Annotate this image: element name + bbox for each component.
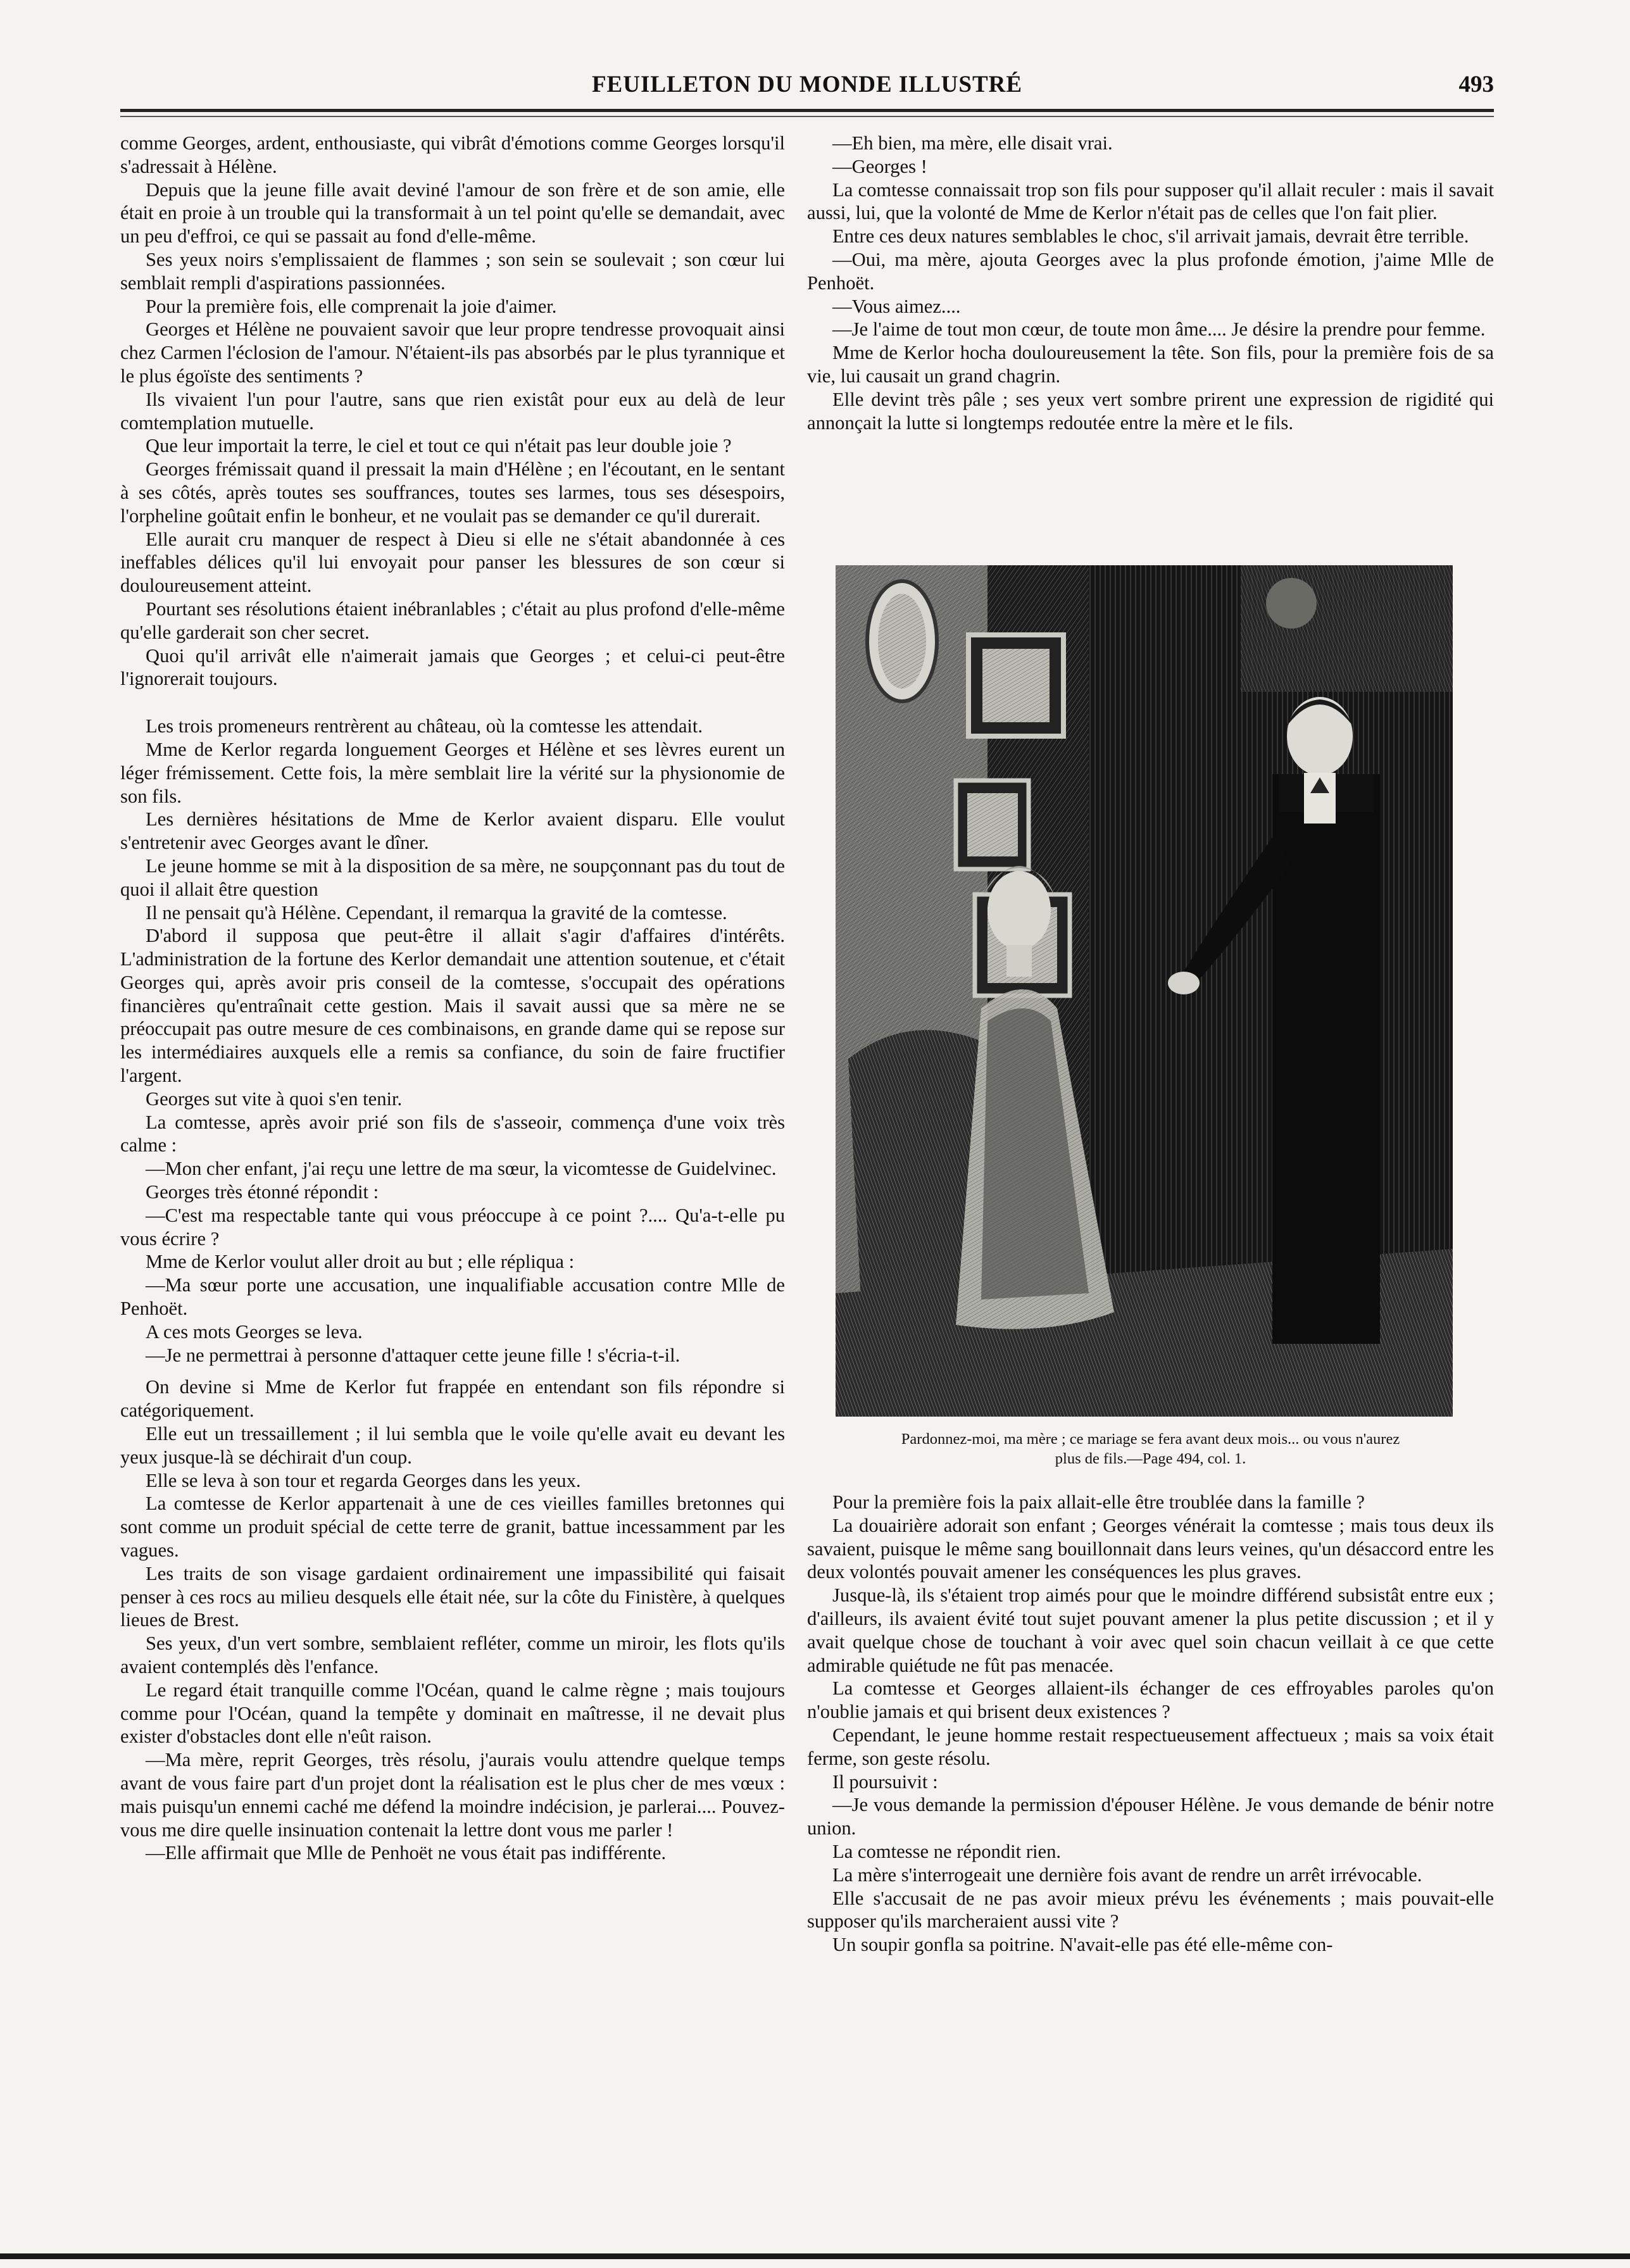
paragraph: La comtesse, après avoir prié son fils de s'asseoir, commença d'une voix très calme : [120,1111,785,1156]
paragraph: Mme de Kerlor voulut aller droit au but ; elle répliqua : [146,1251,575,1273]
paragraph: La mère s'interrogeait une dernière fois avant de rendre un arrêt irrévocable. [832,1864,1422,1886]
paragraph: —C'est ma respectable tante qui vous préoccupe à ce point ?.... Qu'a-t-elle pu vous écrire ? [120,1204,785,1250]
paragraph: Le jeune homme se mit à la disposition de sa mère, ne soupçonnant pas du tout de quoi il allait être question [120,855,785,900]
paragraph: Ses yeux, d'un vert sombre, semblaient refléter, comme un miroir, les flots qu'ils avaient contemplés dès l'enfance. [120,1632,785,1677]
paragraph: —Eh bien, ma mère, elle disait vrai. [832,132,1113,154]
paragraph: Elle aurait cru manquer de respect à Dieu si elle ne s'était abandonnée à ces ineffables délices qu'il lui envoyait pour panser les blessures de son cœur si douloureusement atteint. [120,528,785,597]
paragraph: Pour la première fois la paix allait-elle être troublée dans la famille ? [832,1491,1365,1513]
page-header [120,71,1494,104]
paragraph: Elle se leva à son tour et regarda Georges dans les yeux. [146,1469,581,1491]
paragraph: Georges et Hélène ne pouvaient savoir que leur propre tendresse provoquait ainsi chez Carmen l'éclosion de l'amour. N'étaient-ils pas absorbés par le plus tyrannique et le plus égoïste des sentiments ? [120,318,785,387]
paragraph: D'abord il supposa que peut-être il allait s'agir d'affaires d'intérêts. L'administration de la fortune des Kerlor demandait une attention soutenue, et c'était Georges qui, après avoir pris conseil de la comtesse, s'occupait des opérations financières qu'entraînait cette gestion. Mais il savait aussi que sa mère ne se préoccupait pas outre mesure de ces combinaisons, en grande dame qui se repose sur les intermédiaires auxquels elle a remis sa confiance, du soin de faire fructifier l'argent. [120,925,785,1087]
paragraph: La comtesse de Kerlor appartenait à une de ces vieilles familles bretonnes qui sont comme un produit spécial de cette terre de granit, battue incessamment par les vagues. [120,1493,785,1562]
right-column-top [807,132,1494,527]
paragraph: Ils vivaient l'un pour l'autre, sans que rien existât pour eux au delà de leur comtemplation mutuelle. [120,388,785,434]
paragraph: Depuis que la jeune fille avait deviné l'amour de son frère et de son amie, elle était en proie à un trouble qui la transformait à un tel point qu'elle se demandait, avec un peu d'effroi, ce qui se passait au fond d'elle-même. [120,179,785,247]
paragraph: —Oui, ma mère, ajouta Georges avec la plus profonde émotion, j'aime Mlle de Penhoët. [807,248,1494,294]
paragraph: Cependant, le jeune homme restait respectueusement affectueux ; mais sa voix était ferme, son geste résolu. [807,1724,1494,1769]
header-rule-thin [120,116,1494,117]
paragraph: —Ma mère, reprit Georges, très résolu, j'aurais voulu attendre quelque temps avant de vous faire part d'un projet dont la réalisation est le plus cher de mes vœux : mais puisqu'un ennemi caché me défend la moindre indécision, je parlerai.... Pouvez-vous me dire quelle insinuation contenait la lettre dont vous me parler ! [120,1749,785,1841]
engraving-illustration-icon [836,565,1453,1417]
paragraph: La comtesse ne répondit rien. [832,1840,1062,1862]
paragraph: Les trois promeneurs rentrèrent au château, où la comtesse les attendait. [146,715,703,737]
paragraph: Georges très étonné répondit : [146,1181,379,1203]
paragraph: Elle devint très pâle ; ses yeux vert sombre prirent une expression de rigidité qui annonçait la lutte si longtemps redoutée entre la mère et le fils. [807,388,1494,434]
page-number: 493 [1458,72,1494,97]
paragraph: Il ne pensait qu'à Hélène. Cependant, il remarqua la gravité de la comtesse. [146,901,727,924]
paragraph: Un soupir gonfla sa poitrine. N'avait-elle pas été elle-même con- [832,1934,1333,1956]
left-column [120,132,785,2170]
paragraph: Georges sut vite à quoi s'en tenir. [146,1087,403,1110]
paragraph: —Elle affirmait que Mlle de Penhoët ne vous était pas indifférente. [146,1842,667,1864]
paragraph: Quoi qu'il arrivât elle n'aimerait jamais que Georges ; et celui-ci peut-être l'ignorerait toujours. [120,644,785,690]
paragraph: Les dernières hésitations de Mme de Kerlor avaient disparu. Elle voulut s'entretenir avec Georges avant le dîner. [120,808,785,854]
paragraph: La douairière adorait son enfant ; Georges vénérait la comtesse ; mais tous deux ils savaient, puisque le même sang bouillonnait dans leurs veines, qu'un désaccord entre les deux volontés pouvait amener les conséquences les plus graves. [807,1514,1494,1583]
paragraph: comme Georges, ardent, enthousiaste, qui vibrât d'émotions comme Georges lorsqu'il s'adressait à Hélène. [120,132,785,177]
paragraph: Que leur importait la terre, le ciel et tout ce qui n'était pas leur double joie ? [146,435,732,457]
footer-rule [0,2253,1630,2259]
right-column-bottom [807,1491,1494,2174]
header-rule [120,109,1494,112]
paragraph: —Je l'aime de tout mon cœur, de toute mon âme.... Je désire la prendre pour femme. [832,318,1486,341]
paragraph: —Vous aimez.... [832,295,961,317]
paragraph: —Mon cher enfant, j'ai reçu une lettre de ma sœur, la vicomtesse de Guidelvinec. [146,1158,777,1180]
paragraph: —Je vous demande la permission d'épouser Hélène. Je vous demande de bénir notre union. [807,1794,1494,1839]
paragraph: Pour la première fois, elle comprenait la joie d'aimer. [146,295,557,317]
paragraph: Le regard était tranquille comme l'Océan, quand le calme règne ; mais toujours comme pour l'Océan, quand la tempête y dominait en maîtresse, il ne devait plus exister d'obstacles dont elle n'eût raison. [120,1679,785,1748]
paragraph: Mme de Kerlor hocha douloureusement la tête. Son fils, pour la première fois de sa vie, lui causait un grand chagrin. [807,342,1494,387]
engraving-scene [836,565,1453,1417]
paragraph: Elle s'accusait de ne pas avoir mieux prévu les événements ; mais pouvait-elle supposer qu'ils marcheraient aussi vite ? [807,1887,1494,1933]
paragraph: —Ma sœur porte une accusation, une inqualifiable accusation contre Mlle de Penhoët. [120,1274,785,1320]
header-title: FEUILLETON DU MONDE ILLUSTRÉ [591,72,1023,97]
paragraph: A ces mots Georges se leva. [146,1320,363,1343]
paragraph: Jusque-là, ils s'étaient trop aimés pour que le moindre différend subsistât entre eux ; d'ailleurs, ils avaient évité tout sujet pouvant amener la plus petite discussion ; et il y avait quelque chose de touchant à voir avec quel soin chacun veillait à ce que cette admirable quiétude ne fût pas menacée. [807,1584,1494,1676]
paragraph: Georges frémissait quand il pressait la main d'Hélène ; en l'écoutant, en le sentant à ses côtés, après toutes ses souffrances, toutes ses larmes, tous ses désespoirs, l'orpheline goûtait enfin le bonheur, et ne voulait pas se demander ce qu'il durerait. [120,458,785,527]
illustration-caption [807,1429,1494,1469]
caption-line: Pardonnez-moi, ma mère ; ce mariage se fera avant deux mois... ou vous n'aurez [901,1431,1400,1448]
paragraph: Entre ces deux natures semblables le choc, s'il arrivait jamais, devrait être terrible. [832,225,1469,247]
paragraph: —Je ne permettrai à personne d'attaquer cette jeune fille ! s'écria-t-il. [146,1344,680,1366]
paragraph: La comtesse connaissait trop son fils pour supposer qu'il allait reculer : mais il savait aussi, lui, que la volonté de Mme de Kerlor n'était pas de celles que l'on fait plier. [807,179,1494,224]
paragraph: Les traits de son visage gardaient ordinairement une impassibilité qui faisait penser à ces rocs au milieu desquels elle était née, sur la côte du Finistère, à quelques lieues de Brest. [120,1562,785,1631]
paragraph: Ses yeux noirs s'emplissaient de flammes ; son sein se soulevait ; son cœur lui semblait rempli d'aspirations passionnées. [120,248,785,294]
paragraph: Pourtant ses résolutions étaient inébranlables ; c'était au plus profond d'elle-même qu'elle garderait son cher secret. [120,598,785,643]
paragraph: Mme de Kerlor regarda longuement Georges et Hélène et ses lèvres eurent un léger frémissement. Cette fois, la mère semblait lire la vérité sur la physionomie de son fils. [120,738,785,807]
paragraph: Il poursuivit : [832,1770,938,1793]
paragraph: —Georges ! [832,155,927,177]
paragraph: On devine si Mme de Kerlor fut frappée en entendant son fils répondre si catégoriquement. [120,1376,785,1422]
paragraph: Elle eut un tressaillement ; il lui sembla que le voile qu'elle avait eu devant les yeux jusque-là se déchirait d'un coup. [120,1423,785,1468]
paragraph: La comtesse et Georges allaient-ils échanger de ces effroyables paroles qu'on n'oublie jamais et qui brisent deux existences ? [807,1677,1494,1723]
caption-line: plus de fils.—Page 494, col. 1. [1055,1450,1246,1467]
